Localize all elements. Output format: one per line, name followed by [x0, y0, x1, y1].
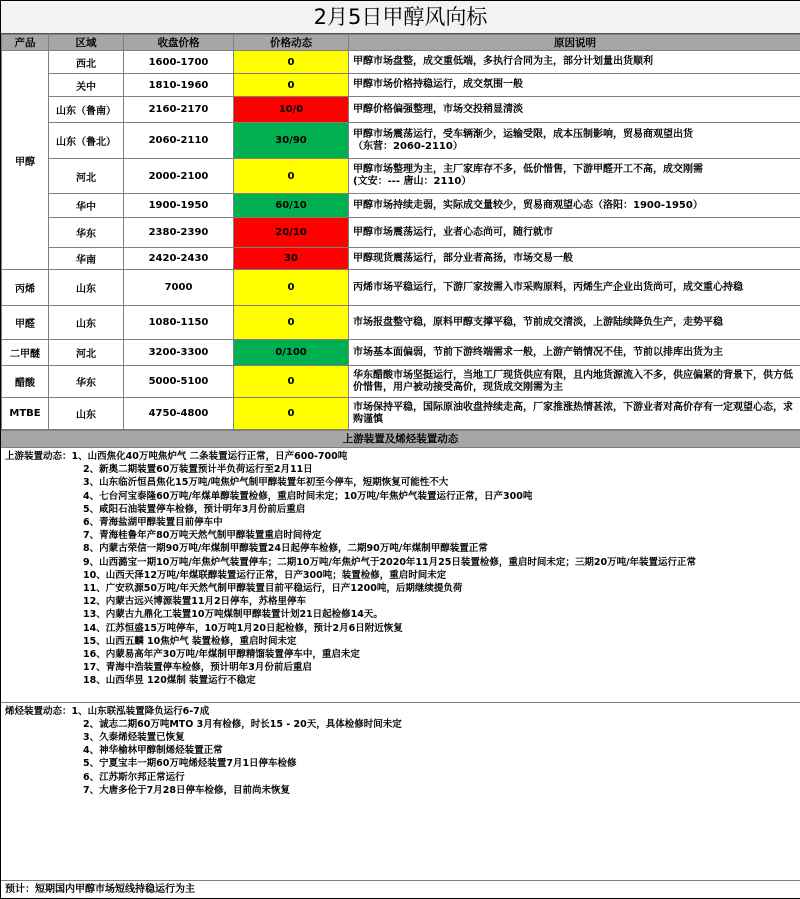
reason-line: (文安：--- 唐山：2110） — [353, 176, 797, 188]
region-cell: 山东（鲁北） — [49, 123, 124, 159]
price-cell: 2380-2390 — [124, 218, 234, 248]
list-item: 3、久泰烯烃装置已恢复 — [5, 731, 796, 744]
product-cell: MTBE — [2, 398, 49, 430]
price-cell: 2000-2100 — [124, 159, 234, 194]
list-item: 9、山西潞宝一期10万吨/年焦炉气装置停车；二期10万吨/年焦炉气于2020年11月25日装置检修，重启时间未定；三期20万吨/年装置运行正常 — [5, 556, 796, 569]
list-item: 11、广安玖源50万吨/年天然气制甲醇装置目前平稳运行，日产1200吨，后期继续提负荷 — [5, 582, 796, 595]
reason-cell: 甲醇市场震荡运行，业者心态尚可，随行就市 — [349, 218, 800, 248]
header-region: 区域 — [49, 35, 124, 51]
list-item: 7、大唐多伦于7月28日停车检修，目前尚未恢复 — [5, 784, 796, 797]
header-change: 价格动态 — [234, 35, 349, 51]
price-cell: 3200-3300 — [124, 340, 234, 366]
region-cell: 华中 — [49, 194, 124, 218]
list-item: 17、青海中浩装置停车检修，预计明年3月份前后重启 — [5, 661, 796, 674]
region-cell: 华南 — [49, 248, 124, 270]
change-cell: 10/0 — [234, 97, 349, 123]
change-cell: 0 — [234, 270, 349, 306]
table-row — [2, 159, 800, 194]
change-cell: 0 — [234, 159, 349, 194]
list-item: 上游装置动态：1、山西焦化40万吨焦炉气 二条装置运行正常，日产600-700吨 — [5, 450, 796, 463]
change-cell: 30/90 — [234, 123, 349, 159]
list-item: 4、七台河宝泰隆60万吨/年煤单醇装置检修，重启时间未定；10万吨/年焦炉气装置运行正常，日产300吨 — [5, 490, 796, 503]
table-row — [2, 123, 800, 159]
region-cell: 华东 — [49, 366, 124, 398]
reason-cell: 甲醇市场价格持稳运行，成交氛围一般 — [349, 74, 800, 97]
product-cell: 二甲醚 — [2, 340, 49, 366]
product-cell: 甲醛 — [2, 306, 49, 340]
upstream-dynamics — [1, 448, 800, 688]
list-item: 4、神华榆林甲醇制烯烃装置正常 — [5, 744, 796, 757]
region-cell: 山东 — [49, 398, 124, 430]
reason-cell: 甲醇价格偏强整理，市场交投稍显清淡 — [349, 97, 800, 123]
olefin-label: 烯烃装置动态： — [5, 706, 72, 717]
list-item: 6、青海盐湖甲醇装置目前停车中 — [5, 516, 796, 529]
list-item: 15、山西五麟 10焦炉气 装置检修，重启时间未定 — [5, 635, 796, 648]
price-cell: 1600-1700 — [124, 51, 234, 74]
product-cell: 醋酸 — [2, 366, 49, 398]
reason-line: （东营：2060-2110） — [353, 141, 797, 153]
price-cell: 4750-4800 — [124, 398, 234, 430]
table-row — [2, 97, 800, 123]
product-cell: 丙烯 — [2, 270, 49, 306]
olefin-dynamics — [1, 702, 800, 797]
change-cell: 20/10 — [234, 218, 349, 248]
price-cell: 2420-2430 — [124, 248, 234, 270]
reason-cell: 丙烯市场平稳运行，下游厂家按需入市采购原料，丙烯生产企业出货尚可，成交重心持稳 — [349, 270, 800, 306]
region-cell: 山东（鲁南） — [49, 97, 124, 123]
region-cell: 关中 — [49, 74, 124, 97]
price-cell: 1810-1960 — [124, 74, 234, 97]
forecast-line: 预计：短期国内甲醇市场短线持稳运行为主 — [1, 880, 800, 898]
reason-cell: 华东醋酸市场坚挺运行，当地工厂现货供应有限，且内地货源流入不多，供应偏紧的背景下，供方低价惜售，用户被动接受高价，现货成交刚需为主 — [349, 366, 800, 398]
reason-cell: 市场报盘整守稳，原料甲醇支撑平稳，节前成交清淡，上游陆续降负生产，走势平稳 — [349, 306, 800, 340]
change-cell: 0/100 — [234, 340, 349, 366]
reason-cell: 市场基本面偏弱，节前下游终端需求一般，上游产销情况不佳，节前以排库出货为主 — [349, 340, 800, 366]
reason-cell: 甲醇现货震荡运行，部分业者高扬，市场交易一般 — [349, 248, 800, 270]
price-cell: 1080-1150 — [124, 306, 234, 340]
table-row — [2, 306, 800, 340]
reason-cell: 甲醇市场持续走弱，实际成交量较少，贸易商观望心态（洛阳：1900-1950） — [349, 194, 800, 218]
region-cell: 山东 — [49, 306, 124, 340]
header-price: 收盘价格 — [124, 35, 234, 51]
reason-cell: 市场保持平稳，国际原油收盘持续走高，厂家推涨热情甚浓，下游业者对高价存有一定观望心态，求购谨慎 — [349, 398, 800, 430]
table-row — [2, 248, 800, 270]
reason-line: 甲醇市场震荡运行，受车辆渐少，运输受限，成本压制影响，贸易商观望出货 — [353, 129, 797, 141]
region-cell: 山东 — [49, 270, 124, 306]
table-row — [2, 366, 800, 398]
table-row — [2, 270, 800, 306]
table-row — [2, 74, 800, 97]
change-cell: 0 — [234, 51, 349, 74]
list-item: 18、山西华昱 120煤制 装置运行不稳定 — [5, 674, 796, 687]
table-row — [2, 194, 800, 218]
price-cell: 5000-5100 — [124, 366, 234, 398]
table-header-row — [2, 35, 800, 51]
list-item: 16、内蒙易高年产30万吨/年煤制甲醇精馏装置停车中，重启未定 — [5, 648, 796, 661]
reason-cell — [349, 123, 800, 159]
price-cell: 2160-2170 — [124, 97, 234, 123]
region-cell: 河北 — [49, 159, 124, 194]
region-cell: 华东 — [49, 218, 124, 248]
table-row — [2, 340, 800, 366]
list-item: 14、江苏恒盛15万吨停车，10万吨1月20日起检修，预计2月6日附近恢复 — [5, 622, 796, 635]
change-cell: 60/10 — [234, 194, 349, 218]
product-cell: 甲醇 — [2, 51, 49, 270]
table-row — [2, 51, 800, 74]
change-cell: 0 — [234, 398, 349, 430]
reason-cell — [349, 159, 800, 194]
change-cell: 0 — [234, 306, 349, 340]
section-header: 上游装置及烯烃装置动态 — [1, 430, 800, 448]
reason-line: 甲醇市场整理为主，主厂家库存不多，低价惜售，下游甲醛开工不高，成交刚需 — [353, 164, 797, 176]
table-row — [2, 398, 800, 430]
list-item: 2、新奥二期装置60万装置预计半负荷运行至2月11日 — [5, 463, 796, 476]
region-cell: 河北 — [49, 340, 124, 366]
list-item: 5、宁夏宝丰一期60万吨烯烃装置7月1日停车检修 — [5, 757, 796, 770]
report-title: 2月5日甲醇风向标 — [1, 1, 800, 34]
price-table — [1, 34, 800, 430]
list-item: 5、咸阳石油装置停车检修，预计明年3月份前后重启 — [5, 503, 796, 516]
upstream-label: 上游装置动态： — [5, 451, 72, 462]
change-cell: 0 — [234, 74, 349, 97]
price-cell: 7000 — [124, 270, 234, 306]
change-cell: 0 — [234, 366, 349, 398]
change-cell: 30 — [234, 248, 349, 270]
list-item: 7、青海桂鲁年产80万吨天然气制甲醇装置重启时间待定 — [5, 529, 796, 542]
list-item: 2、诚志二期60万吨MTO 3月有检修，时长15 - 20天，具体检修时间未定 — [5, 718, 796, 731]
list-item: 3、山东临沂恒昌焦化15万吨/吨焦炉气制甲醇装置年初至今停车，短期恢复可能性不大 — [5, 476, 796, 489]
list-item: 6、江苏斯尔邦正常运行 — [5, 771, 796, 784]
header-reason: 原因说明 — [349, 35, 800, 51]
list-item: 烯烃装置动态：1、山东联泓装置降负运行6-7成 — [5, 705, 796, 718]
header-product: 产品 — [2, 35, 49, 51]
list-item: 10、山西天泽12万吨/年煤联醇装置运行正常，日产300吨；装置检修，重启时间未定 — [5, 569, 796, 582]
price-cell: 2060-2110 — [124, 123, 234, 159]
price-cell: 1900-1950 — [124, 194, 234, 218]
reason-cell: 甲醇市场盘整，成交重低端，多执行合同为主，部分计划量出货顺利 — [349, 51, 800, 74]
region-cell: 西北 — [49, 51, 124, 74]
list-item: 13、内蒙古九鼎化工装置10万吨煤制甲醇装置计划21日起检修14天。 — [5, 608, 796, 621]
list-item: 12、内蒙古远兴博源装置11月2日停车，苏格里停车 — [5, 595, 796, 608]
table-row — [2, 218, 800, 248]
list-item: 8、内蒙古荣信一期90万吨/年煤制甲醇装置24日起停车检修，二期90万吨/年煤制甲醇装置正常 — [5, 542, 796, 555]
